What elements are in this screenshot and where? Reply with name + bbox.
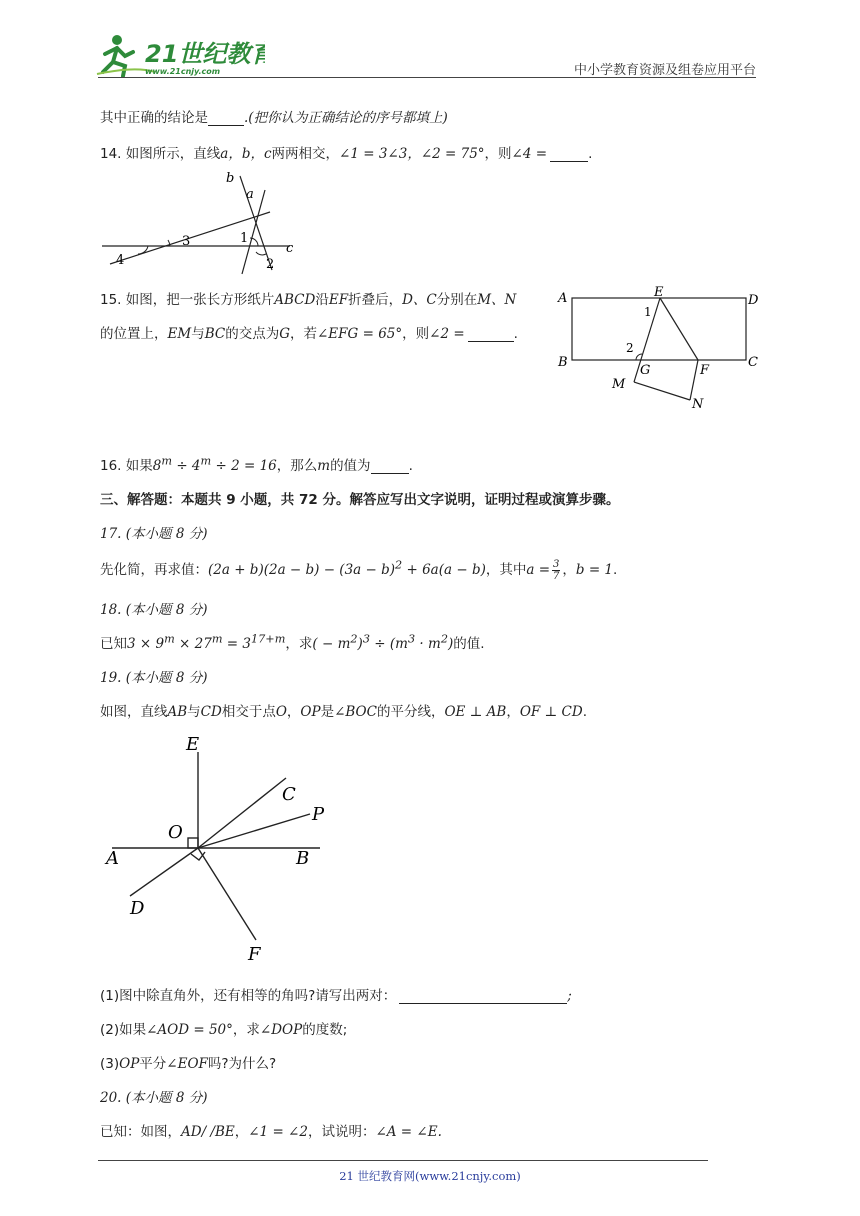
q19-text: 如图，直线AB与CD相交于点O，OP是∠BOC的平分线，OE ⊥ AB，OF ⊥ CD. xyxy=(100,704,587,720)
section-3-heading: 三、解答题：本题共 9 小题，共 72 分。解答应写出文字说明，证明过程或演算步骤。 xyxy=(100,492,620,508)
q15-text-line1: 15. 如图，把一张长方形纸片ABCD沿EF折叠后，D、C分别在M、N xyxy=(100,292,517,308)
fig15-label-1: 1 xyxy=(644,305,652,319)
answer-blank xyxy=(399,989,567,1004)
figure-q15 xyxy=(552,282,772,412)
fig14-label-4: 4 xyxy=(116,253,125,268)
answer-blank xyxy=(371,459,409,474)
fig14-label-1: 1 xyxy=(240,231,249,246)
fraction: $\frac{3}{7}$ xyxy=(553,558,560,582)
fig14-label-a: a xyxy=(246,187,254,202)
q17-text: 先化简，再求值：$(2a + b)(2a - b) - (3a - b)^2 + 6a(a - b)$，其中a = $\frac{3}{7}$ ，b = 1. xyxy=(100,558,618,582)
logo-main-text: 21世纪教育 xyxy=(145,40,265,68)
fig19-label-A: A xyxy=(106,848,119,869)
fig19-label-B: B xyxy=(296,848,310,869)
q16-text: 16. 如果$8^m \div 4^m \div 2 = 16$，那么m的值为 . xyxy=(100,454,413,474)
answer-blank xyxy=(550,147,588,162)
fig14-label-3: 3 xyxy=(182,234,191,249)
fig14-label-b: b xyxy=(226,171,235,186)
fig15-label-C: C xyxy=(748,355,758,370)
q18-heading: 18. (本小题 8 分) xyxy=(100,602,208,618)
fig15-label-A: A xyxy=(558,291,568,306)
answer-blank xyxy=(468,327,514,342)
figure-q19 xyxy=(100,732,340,964)
q17-heading: 17. (本小题 8 分) xyxy=(100,526,208,542)
fig19-label-C: C xyxy=(282,784,296,805)
fig15-label-F: F xyxy=(700,363,710,378)
fig15-label-N: N xyxy=(692,397,704,412)
footer-divider xyxy=(98,1160,708,1161)
fig19-label-E: E xyxy=(186,734,200,755)
q15-text-line2: 的位置上，EM与BC的交点为G，若∠EFG = 65°，则∠2 = . xyxy=(100,326,518,342)
fig15-label-B: B xyxy=(558,355,568,370)
answer-blank xyxy=(208,111,244,126)
q19-part1: (1)图中除直角外，还有相等的角吗?请写出两对： ; xyxy=(100,988,572,1004)
logo-runner-icon xyxy=(95,32,265,80)
logo xyxy=(95,32,265,80)
header-divider xyxy=(98,77,756,78)
fig15-label-E: E xyxy=(654,285,664,300)
logo-url-text: www.21cnjy.com xyxy=(145,67,221,76)
fig19-label-F: F xyxy=(248,944,261,964)
q19-part3: (3)OP平分∠EOF吗?为什么? xyxy=(100,1056,277,1072)
q14-text: 14. 如图所示，直线a，b，c两两相交，∠1 = 3∠3，∠2 = 75°，则∠4 = . xyxy=(100,146,593,162)
q20-heading: 20. (本小题 8 分) xyxy=(100,1090,208,1106)
figure-q14 xyxy=(100,168,300,276)
q19-heading: 19. (本小题 8 分) xyxy=(100,670,208,686)
fig15-label-2: 2 xyxy=(626,341,634,355)
fig19-label-O: O xyxy=(168,822,183,843)
q19-part2: (2)如果∠AOD = 50°，求∠DOP的度数; xyxy=(100,1022,348,1038)
header-platform-text: 中小学教育资源及组卷应用平台 xyxy=(573,63,756,78)
fig15-label-G: G xyxy=(640,363,651,378)
fig15-label-M: M xyxy=(612,377,626,392)
fig14-label-2: 2 xyxy=(266,257,275,272)
q18-text: 已知$3 \times 9^m \times 27^m = 3^{17+m}$，求( − $m^2)^3 \div (m^3 \cdot m^2)$的值. xyxy=(100,632,485,652)
fig19-label-D: D xyxy=(130,898,145,919)
q13-tail: 其中正确的结论是 .(把你认为正确结论的序号都填上) xyxy=(100,110,448,126)
fig15-label-D: D xyxy=(748,293,759,308)
fig14-label-c: c xyxy=(286,241,294,256)
footer-text: 21 世纪教育网(www.21cnjy.com) xyxy=(339,1169,521,1183)
fig19-label-P: P xyxy=(312,804,325,825)
q20-text: 已知：如图，AD/ /BE，∠1 = ∠2，试说明：∠A = ∠E. xyxy=(100,1124,442,1140)
